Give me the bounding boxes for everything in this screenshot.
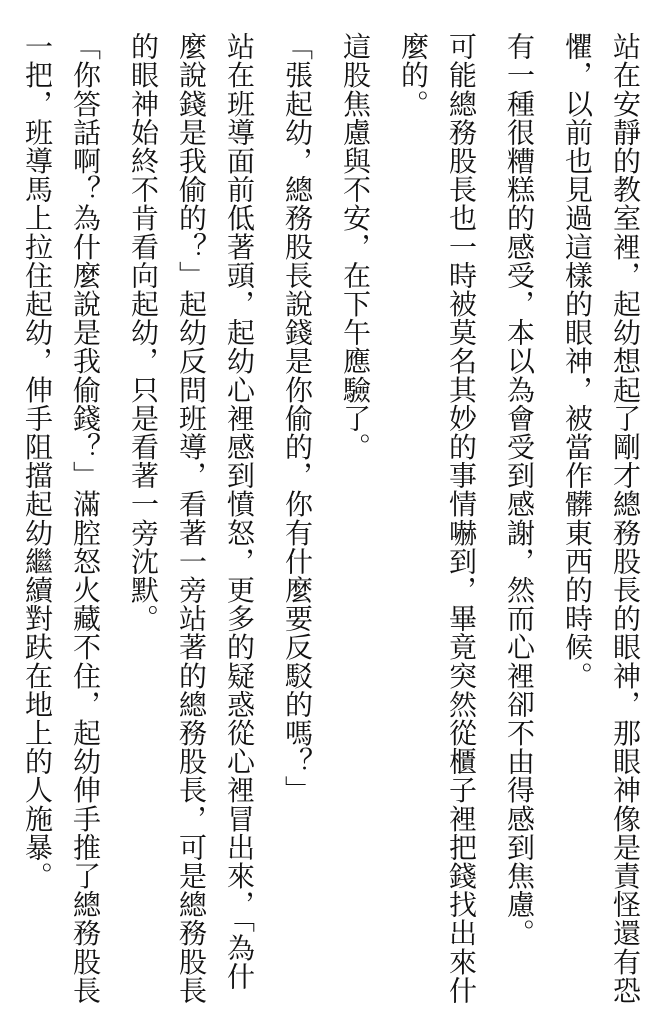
- paragraph-5: 「張起幼，總務股長說錢是你偷的，你有什麼要反駁的嗎？」: [281, 32, 314, 805]
- paragraph-6: 站在班導面前低著頭，起幼心裡感到憤怒，更多的疑惑從心裡冒出來，「為什麼說錢是我偷的？」起幼反問班導，看著一旁站著的總務股長，可是總務股長的眼神始終不肯看向起幼，只是看著一旁沈默。: [127, 32, 256, 1005]
- paragraph-1: 站在安靜的教室裡，起幼想起了剛才總務股長的眼神，那眼神像是責怪還有恐懼，以前也見過這樣的眼神，被當作髒東西的時候。: [561, 32, 642, 1005]
- paragraph-2: 有一種很糟糕的感受，本以為會受到感謝，然而心裡卻不由得感到焦慮。: [503, 32, 536, 948]
- paragraph-4: 這股焦慮與不安，在下午應驗了。: [339, 32, 372, 461]
- paragraph-7: 「你答話啊？為什麼說是我偷錢？」滿腔怒火藏不住，起幼伸手推了總務股長一把，班導馬上拉住起幼，伸手阻擋起幼繼續對趺在地上的人施暴。: [21, 32, 102, 1005]
- paragraph-3: 可能總務股長也一時被莫名其妙的事情嚇到，畢竟突然從櫃子裡把錢找出來什麼的。: [397, 32, 478, 1005]
- vertical-text-body: [3, 32, 649, 1012]
